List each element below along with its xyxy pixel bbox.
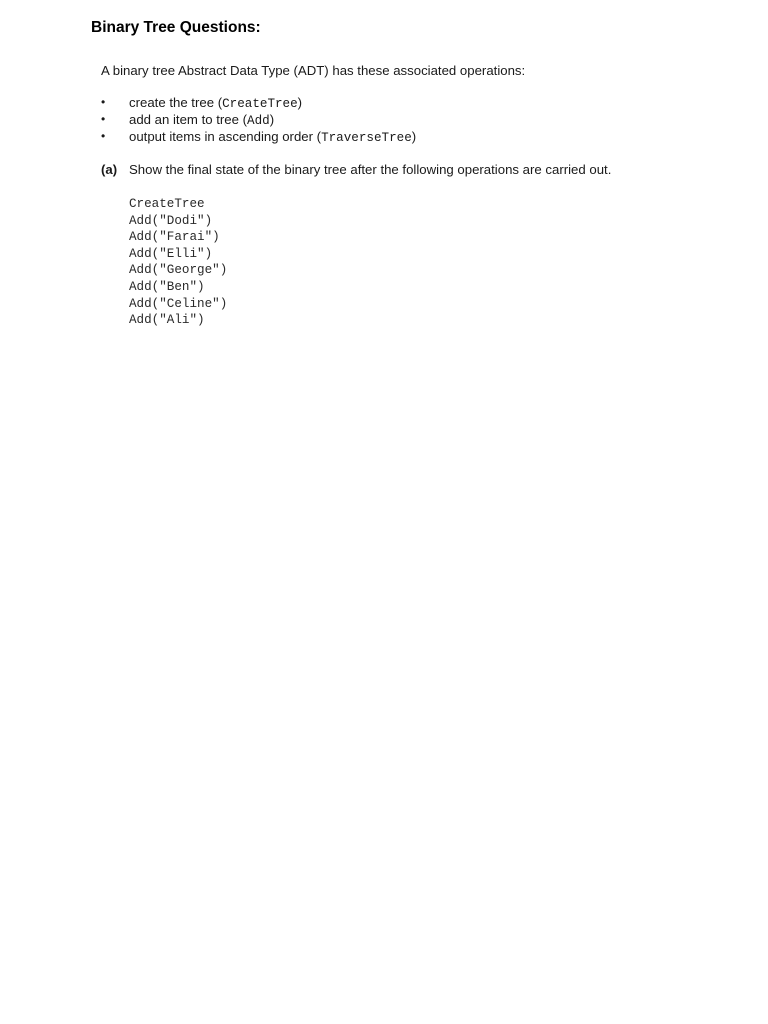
code-line: Add("Farai") [129, 230, 220, 245]
question-text: Show the final state of the binary tree after the following operations are carried out. [129, 162, 612, 177]
operation-item [101, 94, 416, 111]
question-label: (a) [101, 162, 118, 177]
operation-text: create the tree ( [129, 95, 223, 110]
operation-text: output items in ascending order ( [129, 129, 322, 144]
code-line: Add("Elli") [129, 246, 213, 261]
code-line: Add("George") [129, 263, 228, 278]
operation-item [101, 128, 416, 145]
bullet-icon: • [101, 129, 106, 143]
operation-code: CreateTree [222, 97, 298, 111]
operation-close: ) [269, 112, 275, 127]
intro-text: A binary tree Abstract Data Type (ADT) has these associated operations: [101, 63, 526, 78]
code-line: Add("Ali") [129, 313, 205, 328]
bullet-icon: • [101, 112, 106, 126]
code-line: Add("Dodi") [129, 213, 213, 228]
operation-close: ) [297, 95, 303, 110]
operation-code: TraverseTree [321, 131, 412, 145]
code-line: Add("Ben") [129, 279, 205, 294]
code-line: Add("Celine") [129, 296, 228, 311]
operations-list [101, 94, 416, 145]
question-a [101, 161, 611, 179]
operation-code: Add [247, 114, 270, 128]
code-block [129, 196, 227, 329]
operation-item [101, 111, 416, 128]
operation-text: add an item to tree ( [129, 112, 248, 127]
code-line: CreateTree [129, 197, 205, 211]
operation-close: ) [411, 129, 417, 144]
page-title: Binary Tree Questions: [91, 19, 261, 36]
bullet-icon: • [101, 95, 106, 109]
